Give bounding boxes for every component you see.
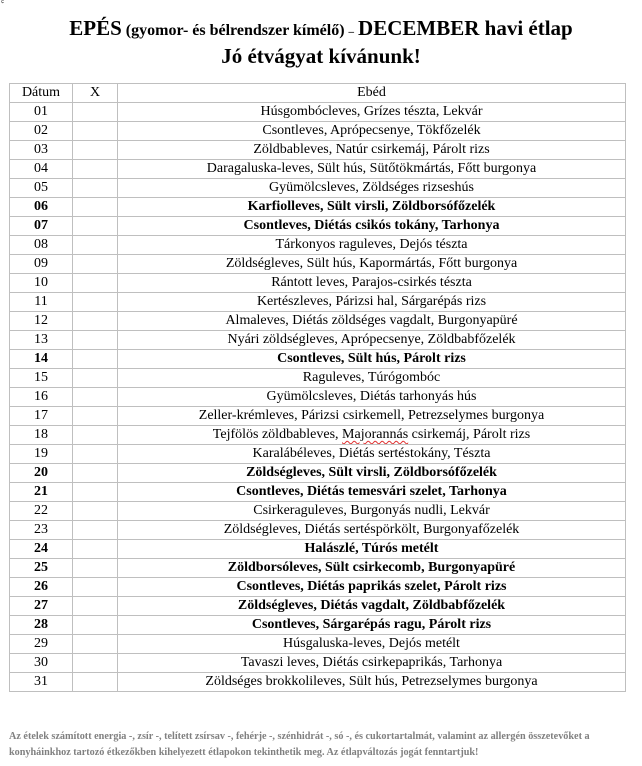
row-meal: Zöldséges brokkolileves, Sült hús, Petrezselymes burgonya: [118, 673, 626, 692]
row-x-mark: [73, 122, 118, 141]
row-meal: Zöldségleves, Diétás vagdalt, Zöldbabfőzelék: [118, 597, 626, 616]
row-date: 29: [10, 635, 73, 654]
header-date: Dátum: [10, 84, 73, 103]
row-date: 04: [10, 160, 73, 179]
row-date: 27: [10, 597, 73, 616]
table-row: [10, 331, 626, 350]
row-meal: Csontleves, Aprópecsenye, Tökfőzelék: [118, 122, 626, 141]
row-x-mark: [73, 160, 118, 179]
table-row: [10, 445, 626, 464]
row-meal: Csontleves, Sült hús, Párolt rizs: [118, 350, 626, 369]
table-row: [10, 426, 626, 445]
row-meal: Zöldségleves, Sült hús, Kapormártás, Főtt burgonya: [118, 255, 626, 274]
table-row: [10, 255, 626, 274]
row-x-mark: [73, 103, 118, 122]
row-date: 18: [10, 426, 73, 445]
table-row: [10, 217, 626, 236]
meal-text-part: csirkemáj, Párolt rizs: [408, 427, 531, 442]
row-x-mark: [73, 673, 118, 692]
table-row: [10, 597, 626, 616]
row-meal: Gyümölcsleves, Zöldséges rizseshús: [118, 179, 626, 198]
row-meal: Daragaluska-leves, Sült hús, Sütőtökmártás, Főtt burgonya: [118, 160, 626, 179]
header-x: X: [73, 84, 118, 103]
row-x-mark: [73, 635, 118, 654]
table-row: [10, 654, 626, 673]
table-row: [10, 559, 626, 578]
row-date: 16: [10, 388, 73, 407]
row-x-mark: [73, 483, 118, 502]
row-date: 20: [10, 464, 73, 483]
row-date: 13: [10, 331, 73, 350]
title-subtitle: (gyomor- és bélrendszer kímélő): [125, 22, 345, 39]
row-x-mark: [73, 274, 118, 293]
row-x-mark: [73, 179, 118, 198]
table-row: [10, 179, 626, 198]
row-date: 08: [10, 236, 73, 255]
row-meal: Zöldbableves, Natúr csirkemáj, Párolt rizs: [118, 141, 626, 160]
row-x-mark: [73, 407, 118, 426]
row-date: 15: [10, 369, 73, 388]
row-date: 02: [10, 122, 73, 141]
row-date: 24: [10, 540, 73, 559]
table-row: [10, 407, 626, 426]
row-x-mark: [73, 141, 118, 160]
spellcheck-word: Majorannás: [342, 427, 409, 442]
row-meal: Csontleves, Diétás csikós tokány, Tarhonya: [118, 217, 626, 236]
row-date: 07: [10, 217, 73, 236]
row-date: 28: [10, 616, 73, 635]
row-meal: Csirkeraguleves, Burgonyás nudli, Lekvár: [118, 502, 626, 521]
table-row: [10, 521, 626, 540]
row-meal: Nyári zöldségleves, Aprópecsenye, Zöldbabfőzelék: [118, 331, 626, 350]
table-row: [10, 312, 626, 331]
row-meal: Kertészleves, Párizsi hal, Sárgarépás rizs: [118, 293, 626, 312]
row-meal: Rántott leves, Parajos-csirkés tészta: [118, 274, 626, 293]
row-meal: Halászlé, Túrós metélt: [118, 540, 626, 559]
row-x-mark: [73, 255, 118, 274]
row-x-mark: [73, 578, 118, 597]
table-row: [10, 502, 626, 521]
table-row: [10, 160, 626, 179]
row-x-mark: [73, 654, 118, 673]
row-x-mark: [73, 217, 118, 236]
row-x-mark: [73, 445, 118, 464]
header-meal: Ebéd: [118, 84, 626, 103]
row-meal: Zöldborsóleves, Sült csirkecomb, Burgonyapüré: [118, 559, 626, 578]
row-x-mark: [73, 236, 118, 255]
row-x-mark: [73, 502, 118, 521]
row-x-mark: [73, 331, 118, 350]
table-row: [10, 198, 626, 217]
row-meal: Raguleves, Túrógombóc: [118, 369, 626, 388]
greeting-title: Jó étvágyat kívánunk!: [221, 44, 421, 68]
row-date: 19: [10, 445, 73, 464]
row-meal: Karfiolleves, Sült virsli, Zöldborsófőzelék: [118, 198, 626, 217]
row-x-mark: [73, 521, 118, 540]
table-row: [10, 464, 626, 483]
row-date: 25: [10, 559, 73, 578]
row-date: 01: [10, 103, 73, 122]
row-date: 23: [10, 521, 73, 540]
title-month: DECEMBER havi étlap: [358, 16, 573, 40]
table-header-row: [10, 84, 626, 103]
table-row: [10, 293, 626, 312]
row-date: 17: [10, 407, 73, 426]
row-meal: Tavaszi leves, Diétás csirkepaprikás, Tarhonya: [118, 654, 626, 673]
menu-table-body: [10, 103, 626, 692]
row-date: 21: [10, 483, 73, 502]
row-x-mark: [73, 559, 118, 578]
menu-title: [0, 16, 642, 41]
allergen-footer-note: Az ételek számított energia -, zsír -, telített zsírsav -, fehérje -, szénhidrát -, só -, és cukortartalmát, valamint az allergén összetevőket a konyháinkhoz tartozó étkezőkben kihelyezett étlapokon tekinthetik meg. Az étlapváltozás jogát fenntartjuk!: [9, 731, 590, 758]
title-dash: –: [348, 26, 355, 38]
row-meal: Húsgaluska-leves, Dejós metélt: [118, 635, 626, 654]
document-corner-mark: ᶝ: [1, 0, 5, 9]
row-date: 06: [10, 198, 73, 217]
menu-table: [9, 83, 626, 692]
row-date: 31: [10, 673, 73, 692]
row-x-mark: [73, 464, 118, 483]
row-x-mark: [73, 198, 118, 217]
row-x-mark: [73, 388, 118, 407]
table-row: [10, 483, 626, 502]
row-x-mark: [73, 293, 118, 312]
table-row: [10, 635, 626, 654]
row-meal: Zeller-krémleves, Párizsi csirkemell, Petrezselymes burgonya: [118, 407, 626, 426]
row-x-mark: [73, 540, 118, 559]
row-date: 09: [10, 255, 73, 274]
row-meal: Húsgombócleves, Grízes tészta, Lekvár: [118, 103, 626, 122]
row-date: 05: [10, 179, 73, 198]
row-date: 26: [10, 578, 73, 597]
meal-text-part: Tejfölös zöldbableves,: [212, 427, 343, 442]
table-row: [10, 141, 626, 160]
table-row: [10, 673, 626, 692]
table-row: [10, 122, 626, 141]
row-meal: Csontleves, Diétás paprikás szelet, Párolt rizs: [118, 578, 626, 597]
row-meal: Zöldségleves, Diétás sertéspörkölt, Burgonyafőzelék: [118, 521, 626, 540]
row-meal: [118, 426, 626, 445]
row-x-mark: [73, 369, 118, 388]
table-row: [10, 369, 626, 388]
row-date: 22: [10, 502, 73, 521]
row-meal: Csontleves, Sárgarépás ragu, Párolt rizs: [118, 616, 626, 635]
row-x-mark: [73, 616, 118, 635]
table-row: [10, 578, 626, 597]
table-row: [10, 236, 626, 255]
row-date: 03: [10, 141, 73, 160]
table-row: [10, 274, 626, 293]
row-meal: Karalábéleves, Diétás sertéstokány, Tészta: [118, 445, 626, 464]
table-row: [10, 388, 626, 407]
row-x-mark: [73, 597, 118, 616]
row-meal: Almaleves, Diétás zöldséges vagdalt, Burgonyapüré: [118, 312, 626, 331]
row-meal: Csontleves, Diétás temesvári szelet, Tarhonya: [118, 483, 626, 502]
row-meal: Gyümölcsleves, Diétás tarhonyás hús: [118, 388, 626, 407]
title-main: EPÉS: [69, 16, 122, 40]
row-meal: Zöldségleves, Sült virsli, Zöldborsófőzelék: [118, 464, 626, 483]
table-row: [10, 103, 626, 122]
row-date: 12: [10, 312, 73, 331]
row-date: 14: [10, 350, 73, 369]
row-date: 30: [10, 654, 73, 673]
row-date: 10: [10, 274, 73, 293]
row-meal: Tárkonyos raguleves, Dejós tészta: [118, 236, 626, 255]
row-x-mark: [73, 426, 118, 445]
row-x-mark: [73, 312, 118, 331]
table-row: [10, 350, 626, 369]
table-row: [10, 540, 626, 559]
row-date: 11: [10, 293, 73, 312]
table-row: [10, 616, 626, 635]
row-x-mark: [73, 350, 118, 369]
